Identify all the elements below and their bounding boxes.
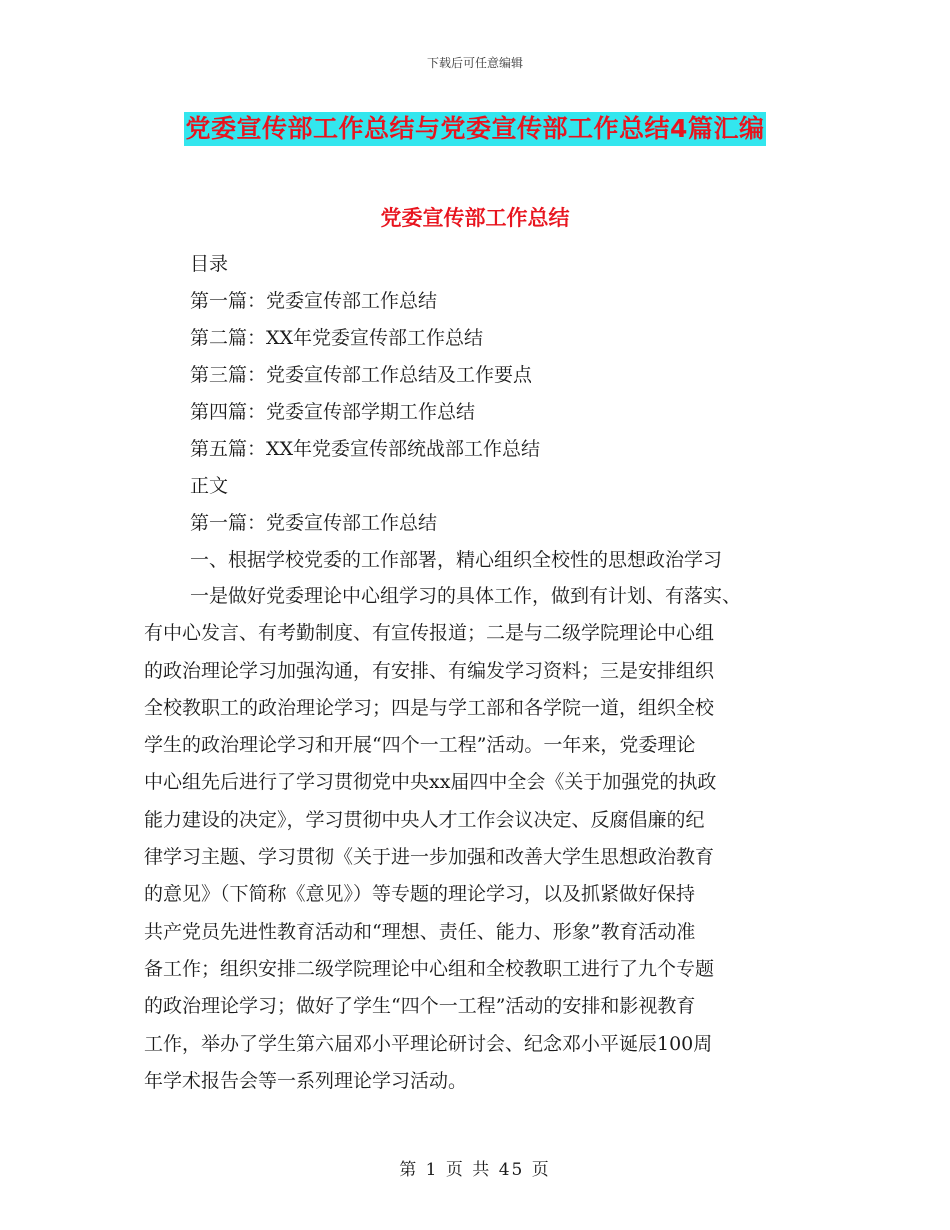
- toc-item: 第五篇：XX年党委宣传部统战部工作总结: [190, 438, 541, 460]
- paragraph-line: 有中心发言、有考勤制度、有宣传报道；二是与二级学院理论中心组: [144, 622, 715, 645]
- section-title: 党委宣传部工作总结: [380, 206, 570, 230]
- chapter-heading: 第一篇：党委宣传部工作总结: [190, 512, 438, 534]
- subheading: 一、根据学校党委的工作部署，精心组织全校性的思想政治学习: [190, 549, 723, 571]
- paragraph-line: 学生的政治理论学习和开展“四个一工程”活动。一年来，党委理论: [144, 734, 696, 757]
- body-heading: 正文: [190, 475, 229, 497]
- paragraph-line: 备工作；组织安排二级学院理论中心组和全校教职工进行了九个专题: [144, 957, 715, 980]
- paragraph-line: 一是做好党委理论中心组学习的具体工作，做到有计划、有落实、: [190, 585, 742, 607]
- paragraph-line: 中心组先后进行了学习贯彻党中央xx届四中全会《关于加强党的执政: [144, 771, 717, 794]
- toc-heading: 目录: [190, 253, 229, 275]
- document-title: 党委宣传部工作总结与党委宣传部工作总结4篇汇编: [184, 112, 767, 146]
- body-paragraph: [144, 578, 814, 1100]
- paragraph-line: 律学习主题、学习贯彻《关于进一步加强和改善大学生思想政治教育: [144, 846, 715, 869]
- paragraph-line: 的政治理论学习；做好了学生“四个一工程”活动的安排和影视教育: [144, 995, 696, 1018]
- table-of-contents: [190, 246, 722, 579]
- paragraph-line: 共产党员先进性教育活动和“理想、责任、能力、形象”教育活动准: [144, 920, 696, 943]
- paragraph-line: 的意见》（下简称《意见》）等专题的理论学习，以及抓紧做好保持: [144, 883, 696, 906]
- paragraph-line: 工作，举办了学生第六届邓小平理论研讨会、纪念邓小平诞辰100周: [144, 1032, 713, 1055]
- paragraph-line: 全校教职工的政治理论学习；四是与学工部和各学院一道，组织全校: [144, 696, 715, 719]
- toc-item: 第二篇：XX年党委宣传部工作总结: [190, 327, 484, 349]
- toc-item: 第三篇：党委宣传部工作总结及工作要点: [190, 364, 533, 386]
- paragraph-line: 年学术报告会等一系列理论学习活动。: [144, 1069, 468, 1092]
- page-footer: 第 1 页 共 45 页: [399, 1160, 551, 1180]
- paragraph-line: 的政治理论学习加强沟通，有安排、有编发学习资料；三是安排组织: [144, 659, 715, 682]
- toc-item: 第四篇：党委宣传部学期工作总结: [190, 401, 476, 423]
- paragraph-line: 能力建设的决定》，学习贯彻中央人才工作会议决定、反腐倡廉的纪: [144, 808, 705, 831]
- document-title-container: [0, 112, 950, 146]
- toc-item: 第一篇：党委宣传部工作总结: [190, 290, 438, 312]
- header-note: 下载后可任意编辑: [426, 56, 523, 70]
